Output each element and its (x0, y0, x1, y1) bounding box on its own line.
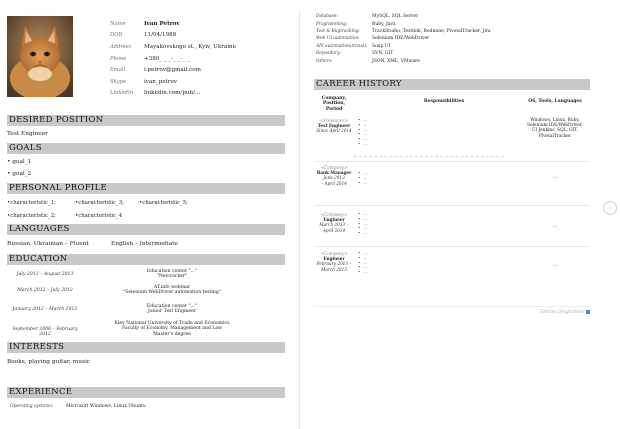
section-title-personal-profile: PERSONAL PROFILE (7, 183, 285, 194)
job-os-tools: ... (552, 263, 558, 268)
job-responsibilities (358, 171, 498, 185)
tech-row (316, 28, 596, 35)
resp-item: • ... (358, 217, 498, 222)
resp-item: • ... (358, 123, 498, 128)
resp-item: • ... (358, 261, 498, 266)
education-line: Education center "..." (146, 304, 198, 309)
job-company-cell (314, 165, 354, 186)
education-line: Junior Test Engineer (147, 309, 197, 315)
section-title-education: EDUCATION (7, 254, 285, 265)
resp-item: • ... (358, 171, 498, 176)
tech-label: Repository: (316, 51, 341, 57)
job-company-cell (314, 118, 354, 134)
education-line: Education center "..." (146, 269, 198, 274)
education-line: Faculty of Economy, Management and Law (121, 326, 223, 332)
characteristic-text: characteristic_2; (10, 213, 56, 219)
header-os-tools: OS, Tools, Languages (528, 99, 582, 104)
tech-value: MySQL, SQL Server (372, 14, 419, 20)
language-native: Russian, Ukrainian – Fluent (7, 241, 89, 247)
characteristic-item: • characteristic_1; (7, 200, 56, 206)
section-title-experience: EXPERIENCE (7, 387, 285, 398)
footer-marker-icon (586, 310, 590, 314)
job-company: <Company> (320, 212, 348, 217)
tech-row (316, 35, 596, 42)
info-row-address (110, 41, 280, 53)
education-institution (97, 285, 247, 296)
education-dates: March 2012 – July 2012 (17, 288, 73, 293)
resp-item: • ... (358, 212, 498, 217)
tech-label: Database: (316, 14, 338, 20)
education-institution (97, 269, 247, 280)
experience-value: Microsoft Windows, Linux Ubuntu (66, 404, 146, 409)
goal-text: goal_1 (12, 159, 32, 165)
chevron-right-icon: › (608, 204, 612, 212)
tech-row (316, 20, 596, 27)
job-position: Engineer (323, 217, 345, 223)
characteristic-text: characteristic_5; (142, 200, 188, 206)
resp-item: • ... (358, 226, 498, 231)
divider (314, 161, 590, 162)
info-value: +380_ _ _-_ _-_ _ (144, 55, 190, 62)
tech-value: Ruby, Java (372, 21, 396, 27)
education-institution (97, 321, 247, 337)
resume-page-left (4, 10, 284, 429)
tech-label: Test & Bugtracking: (316, 28, 360, 34)
resp-item: • ... (358, 181, 498, 186)
info-value: Mayakovskogo st., Kyiv, Ukraine (144, 43, 236, 50)
job-company-cell (314, 212, 354, 233)
tech-value: JSON, XML, VMware (372, 58, 420, 64)
info-value: Ivan Petrov (144, 20, 180, 27)
info-row-skype (110, 76, 280, 88)
job-responsibilities (358, 251, 498, 275)
tech-label: Others: (316, 58, 333, 64)
characteristic-text: characteristic_4 (78, 213, 123, 219)
job-period: March 2013 – April 2014 (319, 222, 349, 233)
goal-text: goal_2 (12, 171, 32, 177)
tech-row (316, 57, 596, 64)
job-period: Since April 2014 (316, 128, 352, 134)
goal-item: • goal_1 (7, 159, 32, 165)
job-company: <Company> (320, 251, 348, 256)
tech-label: Programming: (316, 21, 348, 27)
job-company: <Company> (320, 165, 348, 170)
job-os-tools: ... (552, 224, 558, 229)
experience-label: Operating systems: (10, 404, 54, 409)
section-title-career-history: CAREER HISTORY (314, 79, 590, 90)
section-title-interests: INTERESTS (7, 342, 285, 353)
resp-item: • ... (358, 270, 498, 275)
resp-item: • ... (358, 142, 498, 147)
characteristic-item: • characteristic_5; (139, 200, 188, 206)
footer-note: Entries programme (540, 310, 585, 315)
characteristic-item: • characteristic_2; (7, 213, 56, 219)
job-period: February 2013 – March 2013 (316, 261, 352, 272)
next-page-button[interactable] (603, 201, 617, 215)
education-dates: July 2013 – August 2013 (16, 272, 74, 277)
education-institution (97, 304, 247, 315)
divider (314, 246, 590, 247)
tech-value: SVN, GIT (372, 51, 394, 57)
education-line: Kiev National University of Trade and Economics (114, 321, 230, 326)
personal-info (110, 18, 280, 99)
resp-item: • ... (358, 256, 498, 261)
tech-row (316, 50, 596, 57)
education-line: AT.info webinar (153, 285, 191, 290)
job-responsibilities (358, 212, 498, 236)
resp-item: • ... (358, 231, 498, 236)
characteristic-text: characteristic_1; (10, 200, 56, 206)
info-value: i.petrov@gmail.com (144, 67, 201, 74)
info-label: Phone (110, 55, 127, 62)
resp-item: • ... (358, 176, 498, 181)
job-period: June 2013 – April 2014 (321, 175, 347, 186)
job-company-cell (314, 251, 354, 272)
tech-label: Web UI automation: (316, 36, 360, 42)
info-value: linkedin.com/pub/... (144, 90, 201, 97)
info-row-phone (110, 53, 280, 65)
header-company: Company, Position, Period (321, 96, 347, 112)
info-label: Address (110, 43, 132, 50)
divider (314, 205, 590, 206)
resp-item: • ... (358, 222, 498, 227)
education-dates: January 2012 – March 2012 (12, 307, 78, 312)
cat-photo-image (7, 16, 73, 97)
header-responsibilities: Responsibilities (423, 99, 465, 104)
info-row-name (110, 18, 280, 30)
tech-row (316, 43, 596, 50)
education-dates: September 2006 – February 2012 (12, 327, 78, 337)
resp-item: • ... (358, 118, 498, 123)
info-value: ivan_petrov (144, 78, 178, 85)
job-responsibilities (358, 118, 498, 147)
section-title-desired-position: DESIRED POSITION (7, 115, 285, 126)
job-position: Test Engineer (317, 123, 351, 129)
goal-item: • goal_2 (7, 171, 32, 177)
divider (354, 156, 504, 157)
job-os-tools: Windows, Linux, Ruby, Selenium IDE/WebDriver, CI Jenkins, SQL, GIT, PivotalTracker (527, 118, 583, 139)
resp-item: • ... (358, 265, 498, 270)
characteristic-item: • characteristic_3; (75, 200, 124, 206)
characteristic-item: • characteristic_4 (75, 213, 123, 219)
info-label: DOB (110, 32, 123, 39)
job-company: <Freelance> (319, 118, 349, 123)
tech-skills (316, 13, 596, 65)
resp-item: • ... (358, 137, 498, 142)
characteristic-text: characteristic_3; (78, 200, 124, 206)
tech-row (316, 13, 596, 20)
info-row-linkedin (110, 88, 280, 100)
resp-item: • ... (358, 128, 498, 133)
info-row-dob (110, 30, 280, 42)
section-title-goals: GOALS (7, 143, 285, 154)
tech-value: TrackStudio, Testlink, Redmine, PivotalTracker, Jira (372, 28, 491, 34)
education-line: Master's degree (153, 331, 191, 337)
job-position: Bank Manager (316, 170, 352, 176)
info-label: Email (110, 67, 126, 74)
resp-item: • ... (358, 251, 498, 256)
profile-photo (7, 16, 73, 97)
section-title-languages: LANGUAGES (7, 224, 285, 235)
info-label: LinkedIn (110, 90, 134, 97)
resume-page-right (299, 10, 599, 429)
job-os-tools: ... (552, 175, 558, 180)
tech-value: Soap UI (372, 43, 391, 49)
job-position: Engineer (323, 256, 345, 262)
education-line: "Netcracker" (156, 274, 188, 280)
education-line: "Selenium WebDriver automation testing" (123, 290, 221, 296)
tech-label: API automation(trivial): (316, 43, 368, 49)
resp-item: • ... (358, 132, 498, 137)
desired-position-value: Test Engineer (7, 131, 48, 137)
interests-value: Books, playing guitar, music (7, 359, 91, 365)
info-row-email (110, 64, 280, 76)
tech-value: Selenium IDE/WebDriver (372, 36, 430, 42)
info-label: Name (110, 20, 126, 27)
info-label: Skype (110, 78, 127, 85)
footer-divider (314, 306, 590, 307)
language-other: English – Intermediate (111, 241, 178, 247)
info-value: 11/04/1988 (144, 32, 177, 39)
